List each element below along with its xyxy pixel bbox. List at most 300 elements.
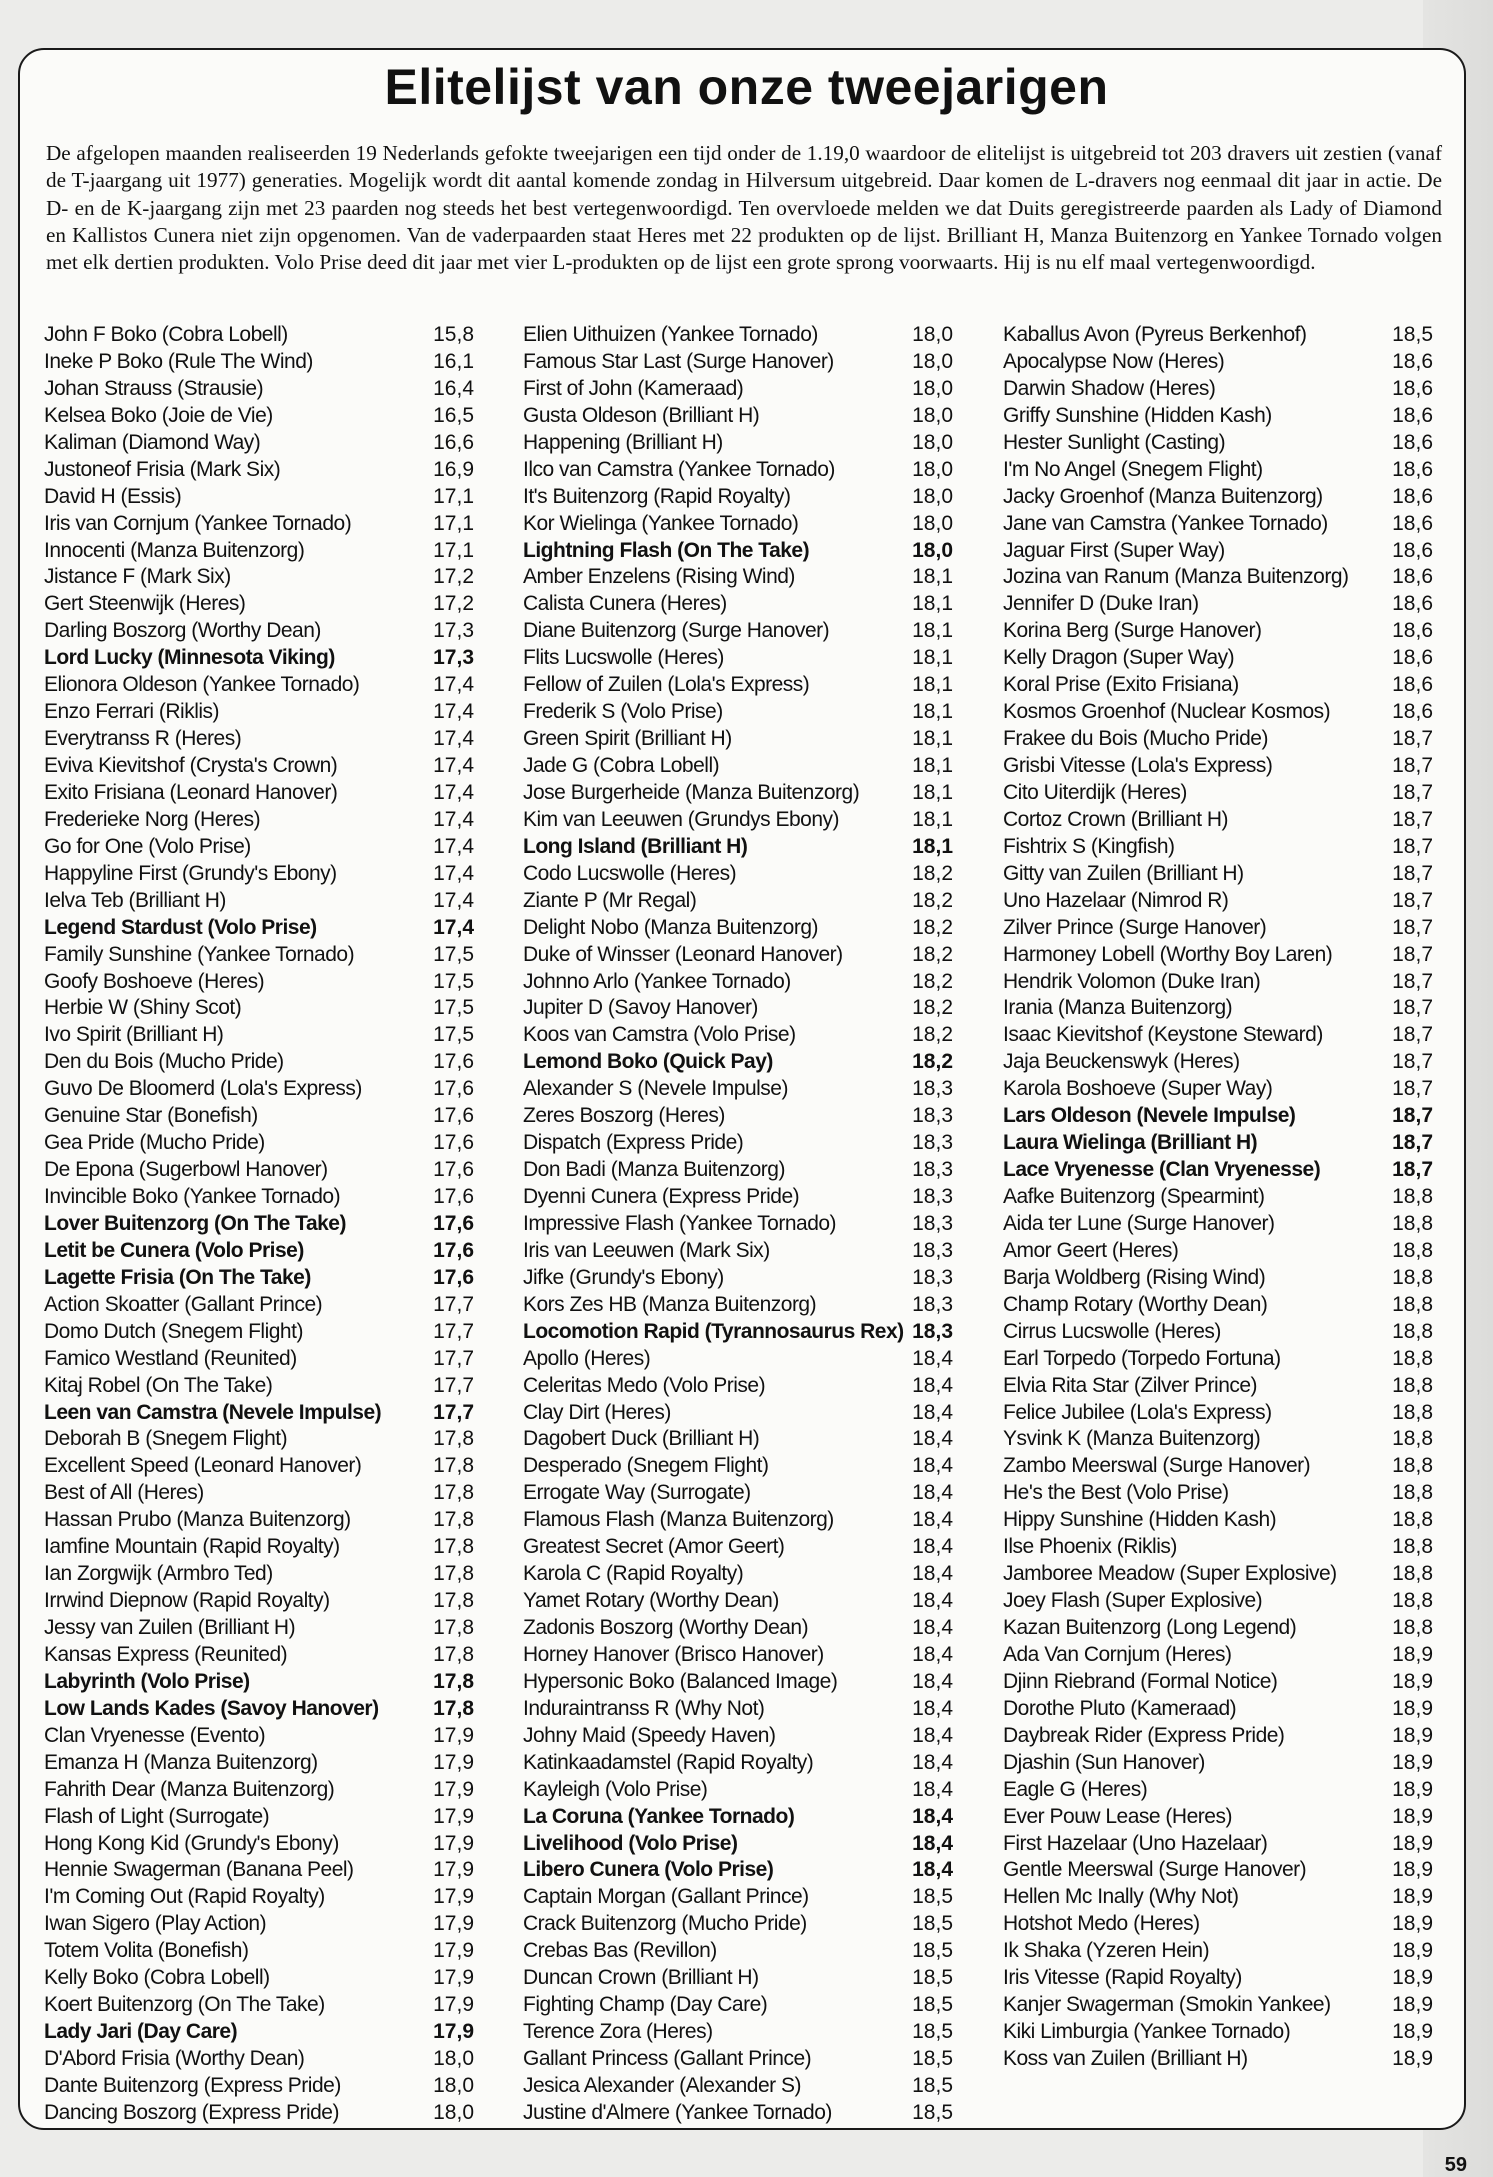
list-item [44,1723,474,1750]
record-time: 18,6 [1392,430,1433,454]
record-time: 18,4 [912,1750,953,1774]
horse-name: Uno Hazelaar (Nimrod R) [1003,888,1229,912]
horse-name: Clan Vryenesse (Evento) [44,1723,266,1747]
list-item [1003,1426,1433,1453]
horse-name: Jose Burgerheide (Manza Buitenzorg) [523,780,860,804]
horse-name: Jistance F (Mark Six) [44,565,231,589]
list-item [523,1103,953,1130]
horse-name: Jade G (Cobra Lobell) [523,754,720,777]
horse-name: Crack Buitenzorg (Mucho Pride) [523,1912,807,1936]
record-time: 18,7 [1392,942,1433,966]
list-column-3 [1003,322,1433,2073]
record-time: 17,6 [433,1265,474,1289]
horse-name: Errogate Way (Surrogate) [523,1481,751,1505]
horse-name: Korina Berg (Surge Hanover) [1003,619,1262,643]
record-time: 18,1 [912,754,953,777]
horse-name: Kelsea Boko (Joie de Vie) [44,403,273,427]
list-item [44,1211,474,1238]
list-item [523,376,953,403]
list-item [44,1265,474,1292]
list-item [44,1076,474,1103]
record-time: 16,4 [433,376,474,400]
list-item [44,2073,474,2100]
horse-name: Excellent Speed (Leonard Hanover) [44,1454,362,1478]
list-item [523,1750,953,1777]
list-item [1003,1588,1433,1615]
list-item [44,349,474,376]
list-item [44,672,474,699]
horse-name: Ian Zorgwijk (Armbro Ted) [44,1562,273,1586]
list-item [523,1507,953,1534]
list-item [523,1076,953,1103]
record-time: 18,2 [912,861,953,885]
horse-name: I'm Coming Out (Rapid Royalty) [44,1885,325,1909]
record-time: 17,7 [433,1373,474,1397]
list-item [1003,1373,1433,1400]
horse-name: Labyrinth (Volo Prise) [44,1669,250,1693]
list-item [523,1777,953,1804]
list-item [523,1965,953,1992]
record-time: 18,0 [912,430,953,454]
list-item [1003,1965,1433,1992]
record-time: 17,6 [433,1158,474,1182]
record-time: 17,6 [433,1238,474,1262]
list-item [523,834,953,861]
list-item [44,1130,474,1157]
record-time: 18,7 [1392,1023,1433,1047]
list-item [44,457,474,484]
list-item [523,1857,953,1884]
horse-name: Aida ter Lune (Surge Hanover) [1003,1211,1275,1235]
horse-name: Djashin (Sun Hanover) [1003,1750,1205,1774]
list-item [1003,1777,1433,1804]
list-item [44,1911,474,1938]
record-time: 18,6 [1392,538,1433,562]
horse-name: Leen van Camstra (Nevele Impulse) [44,1400,382,1424]
horse-name: Daybreak Rider (Express Pride) [1003,1723,1285,1747]
list-item [523,2046,953,2073]
list-item [1003,511,1433,538]
list-item [44,1507,474,1534]
list-item [523,942,953,969]
list-item [1003,753,1433,780]
horse-name: Duke of Winsser (Leonard Hanover) [523,942,843,966]
page-number: 59 [1444,2154,1467,2176]
record-time: 17,6 [433,1211,474,1235]
horse-name: Zadonis Boszorg (Worthy Dean) [523,1616,809,1639]
record-time: 17,9 [433,1858,474,1882]
horse-name: Dagobert Duck (Brilliant H) [523,1427,760,1451]
record-time: 18,1 [912,834,953,858]
horse-name: Kelly Boko (Cobra Lobell) [44,1966,270,1990]
record-time: 18,5 [912,1912,953,1936]
article-title: Elitelijst van onze tweejarigen [384,59,1109,115]
horse-name: Captain Morgan (Gallant Prince) [523,1885,809,1909]
horse-name: Dispatch (Express Pride) [523,1131,744,1155]
record-time: 17,9 [433,1723,474,1747]
horse-name: Fahrith Dear (Manza Buitenzorg) [44,1777,335,1801]
record-time: 18,8 [1392,1238,1433,1262]
record-time: 18,8 [1392,1589,1433,1613]
record-time: 18,9 [1392,2020,1433,2044]
horse-name: Kors Zes HB (Manza Buitenzorg) [523,1292,817,1316]
horse-name: Jaja Beuckenswyk (Heres) [1003,1050,1240,1074]
list-item [523,969,953,996]
horse-name: Gert Steenwijk (Heres) [44,592,246,616]
record-time: 18,8 [1392,1562,1433,1586]
horse-name: Delight Nobo (Manza Buitenzorg) [523,915,818,939]
record-time: 18,1 [912,780,953,804]
record-time: 17,6 [433,1131,474,1155]
record-time: 17,1 [433,511,474,535]
list-item [44,861,474,888]
record-time: 18,5 [912,1993,953,2017]
horse-name: Domo Dutch (Snegem Flight) [44,1319,303,1343]
record-time: 18,9 [1392,2047,1433,2070]
list-item [44,969,474,996]
record-time: 18,4 [912,1669,953,1693]
list-item [44,2100,474,2127]
record-time: 18,8 [1392,1185,1433,1208]
record-time: 18,9 [1392,1939,1433,1963]
record-time: 18,6 [1392,619,1433,643]
horse-name: Grisbi Vitesse (Lola's Express) [1003,754,1273,777]
list-item [44,807,474,834]
list-item [523,1723,953,1750]
record-time: 17,5 [433,942,474,966]
list-item [44,618,474,645]
record-time: 18,3 [912,1185,953,1208]
record-time: 17,4 [433,861,474,885]
record-time: 18,6 [1392,565,1433,589]
list-item [1003,538,1433,565]
list-item [1003,1831,1433,1858]
list-item [44,1669,474,1696]
record-time: 18,8 [1392,1346,1433,1370]
list-item [523,349,953,376]
record-time: 18,0 [912,323,953,346]
horse-name: Iwan Sigero (Play Action) [44,1912,267,1936]
record-time: 18,0 [912,376,953,400]
list-item [1003,1103,1433,1130]
list-item [1003,349,1433,376]
record-time: 18,8 [1392,1535,1433,1559]
horse-name: Amber Enzelens (Rising Wind) [523,565,795,589]
record-time: 17,8 [433,1696,474,1720]
list-item [44,780,474,807]
record-time: 17,1 [433,538,474,562]
record-time: 17,6 [433,1104,474,1128]
record-time: 18,9 [1392,1696,1433,1720]
horse-name: Lover Buitenzorg (On The Take) [44,1211,346,1235]
horse-name: Dorothe Pluto (Kameraad) [1003,1696,1237,1720]
list-item [1003,1669,1433,1696]
list-item [1003,807,1433,834]
horse-name: Jozina van Ranum (Manza Buitenzorg) [1003,565,1349,589]
list-item [1003,1211,1433,1238]
record-time: 17,5 [433,996,474,1020]
horse-name: Dancing Boszorg (Express Pride) [44,2100,339,2124]
record-time: 17,7 [433,1400,474,1424]
list-item [523,1130,953,1157]
record-time: 18,2 [912,969,953,993]
list-column-2 [523,322,953,2127]
record-time: 15,8 [433,323,474,346]
record-time: 17,9 [433,1885,474,1909]
record-time: 18,3 [912,1211,953,1235]
horse-name: Terence Zora (Heres) [523,2020,713,2044]
record-time: 18,6 [1392,673,1433,697]
list-item [523,484,953,511]
record-time: 18,3 [912,1238,953,1262]
horse-name: John F Boko (Cobra Lobell) [44,323,288,346]
horse-name: Elien Uithuizen (Yankee Tornado) [523,323,818,346]
record-time: 18,4 [912,1642,953,1666]
horse-name: Koos van Camstra (Volo Prise) [523,1023,796,1047]
horse-name: Kaballus Avon (Pyreus Berkenhof) [1003,323,1307,346]
list-item [523,645,953,672]
list-item [44,511,474,538]
list-item [1003,1992,1433,2019]
record-time: 17,9 [433,1831,474,1855]
list-item [44,322,474,349]
list-item [44,1292,474,1319]
record-time: 18,8 [1392,1427,1433,1451]
list-item [1003,376,1433,403]
list-item [1003,1130,1433,1157]
list-item [523,861,953,888]
list-item [44,1400,474,1427]
horse-name: Action Skoatter (Gallant Prince) [44,1292,323,1316]
list-item [1003,1400,1433,1427]
horse-name: Kanjer Swagerman (Smokin Yankee) [1003,1993,1331,2017]
horse-name: Lace Vryenesse (Clan Vryenesse) [1003,1158,1321,1182]
list-item [44,430,474,457]
list-item [1003,1615,1433,1642]
record-time: 18,8 [1392,1508,1433,1532]
list-item [523,1211,953,1238]
record-time: 18,0 [433,2047,474,2070]
list-item [523,538,953,565]
horse-name: Ada Van Cornjum (Heres) [1003,1642,1232,1666]
list-item [1003,1076,1433,1103]
list-item [1003,403,1433,430]
list-item [523,618,953,645]
list-item [44,1588,474,1615]
horse-name: Jane van Camstra (Yankee Tornado) [1003,511,1328,535]
list-item [523,888,953,915]
horse-name: Zeres Boszorg (Heres) [523,1104,725,1128]
list-item [1003,672,1433,699]
record-time: 18,4 [912,1427,953,1451]
horse-name: Alexander S (Nevele Impulse) [523,1077,788,1101]
record-time: 17,9 [433,1912,474,1936]
record-time: 17,8 [433,1508,474,1532]
record-time: 18,7 [1392,861,1433,885]
list-item [44,1426,474,1453]
list-item [523,2073,953,2100]
horse-name: Koss van Zuilen (Brilliant H) [1003,2047,1248,2070]
horse-name: Amor Geert (Heres) [1003,1238,1179,1262]
record-time: 18,4 [912,1858,953,1882]
horse-name: Kelly Dragon (Super Way) [1003,646,1235,670]
record-time: 18,0 [912,538,953,562]
horse-name: Joey Flash (Super Explosive) [1003,1589,1263,1613]
horse-name: Family Sunshine (Yankee Tornado) [44,942,355,966]
horse-name: Ever Pouw Lease (Heres) [1003,1804,1232,1828]
horse-name: Gusta Oldeson (Brilliant H) [523,403,760,427]
horse-name: Ziante P (Mr Regal) [523,888,697,912]
horse-name: Hendrik Volomon (Duke Iran) [1003,969,1261,993]
record-time: 17,3 [433,619,474,643]
list-item [44,376,474,403]
record-time: 18,5 [1392,323,1433,346]
horse-name: Koral Prise (Exito Frisiana) [1003,673,1239,697]
horse-name: Famico Westland (Reunited) [44,1346,297,1370]
record-time: 18,3 [912,1292,953,1316]
record-time: 18,2 [912,915,953,939]
record-time: 18,9 [1392,1642,1433,1666]
horse-name: Best of All (Heres) [44,1481,204,1505]
list-item [1003,726,1433,753]
horse-name: Enzo Ferrari (Riklis) [44,700,220,724]
horse-name: Flash of Light (Surrogate) [44,1804,270,1828]
list-item [44,1857,474,1884]
record-time: 18,1 [912,592,953,616]
list-item [44,484,474,511]
horse-name: First of John (Kameraad) [523,376,744,400]
list-item [44,645,474,672]
list-item [523,564,953,591]
list-item [523,322,953,349]
record-time: 18,7 [1392,1104,1433,1128]
horse-name: Codo Lucswolle (Heres) [523,861,737,885]
record-time: 18,5 [912,1966,953,1990]
record-time: 18,5 [912,1885,953,1909]
horse-name: Barja Woldberg (Rising Wind) [1003,1265,1266,1289]
list-item [1003,1561,1433,1588]
record-time: 18,4 [912,1481,953,1505]
horse-name: Kaliman (Diamond Way) [44,430,261,454]
record-time: 18,6 [1392,457,1433,481]
record-time: 18,7 [1392,1050,1433,1074]
list-item [1003,1346,1433,1373]
record-time: 17,9 [433,1993,474,2017]
list-item [1003,1723,1433,1750]
horse-name: Genuine Star (Bonefish) [44,1104,258,1128]
horse-name: Ysvink K (Manza Buitenzorg) [1003,1427,1261,1451]
horse-name: Apollo (Heres) [523,1346,651,1370]
list-item [523,672,953,699]
list-item [1003,888,1433,915]
horse-name: Kosmos Groenhof (Nuclear Kosmos) [1003,700,1331,724]
horse-name: Calista Cunera (Heres) [523,592,727,616]
record-time: 17,9 [433,1939,474,1963]
horse-name: Jacky Groenhof (Manza Buitenzorg) [1003,484,1323,508]
list-item [1003,780,1433,807]
list-item [523,1561,953,1588]
horse-name: Hippy Sunshine (Hidden Kash) [1003,1508,1277,1532]
record-time: 18,0 [912,484,953,508]
list-item [44,2019,474,2046]
list-item [523,591,953,618]
record-time: 18,8 [1392,1481,1433,1505]
list-item [1003,1804,1433,1831]
list-item [523,1938,953,1965]
intro-paragraph: De afgelopen maanden realiseerden 19 Nederlands gefokte tweejarigen een tijd onder de 1.19,0 waardoor de elitelijst is uitgebreid tot 203 dravers uit zestien (vanaf de T-jaargang uit 1977) generaties. Mogelijk wordt dit aantal komende zondag in Hilversum uitgebreid. Daar komen de L-dravers nog eenmaal dit jaar in actie. De D- en de K-jaargang zijn met 23 paarden nog steeds het best vertegenwoordigd. Ten overvloede melden we dat Duits geregistreerde paarden als Lady of Diamond en Kallistos Cunera niet zijn opgenomen. Van de vaderpaarden staat Heres met 22 produkten op de lijst. Brilliant H, Manza Buitenzorg en Yankee Tornado volgen met elk dertien produkten. Volo Prise deed dit jaar met vier L-produkten op de lijst een grote sprong voorwaarts. Hij is nu elf maal vertegenwoordigd. [46,141,1442,275]
record-time: 18,5 [912,2100,953,2124]
record-time: 17,2 [433,592,474,616]
horse-name: Kayleigh (Volo Prise) [523,1777,708,1801]
record-time: 17,8 [433,1562,474,1586]
record-time: 18,9 [1392,1804,1433,1828]
record-time: 17,4 [433,834,474,858]
horse-name: Ilco van Camstra (Yankee Tornado) [523,457,835,481]
horse-name: Flamous Flash (Manza Buitenzorg) [523,1508,834,1532]
list-item [44,942,474,969]
list-item [1003,1319,1433,1346]
horse-name: Jessy van Zuilen (Brilliant H) [44,1616,296,1639]
list-item [523,1157,953,1184]
horse-name: Karola Boshoeve (Super Way) [1003,1077,1273,1101]
horse-name: Fishtrix S (Kingfish) [1003,834,1175,858]
horse-name: Dante Buitenzorg (Express Pride) [44,2073,341,2097]
record-time: 17,4 [433,700,474,724]
horse-name: Exito Frisiana (Leonard Hanover) [44,780,338,804]
record-time: 18,7 [1392,1131,1433,1155]
list-item [1003,1238,1433,1265]
horse-name: Don Badi (Manza Buitenzorg) [523,1158,785,1182]
record-time: 18,8 [1392,1454,1433,1478]
horse-name: It's Buitenzorg (Rapid Royalty) [523,484,791,508]
record-time: 18,0 [912,511,953,535]
list-item [523,511,953,538]
list-item [523,1292,953,1319]
list-item [1003,1292,1433,1319]
record-time: 18,1 [912,619,953,643]
record-time: 18,0 [912,457,953,481]
list-item [44,995,474,1022]
record-time: 18,8 [1392,1265,1433,1289]
record-time: 17,2 [433,565,474,589]
list-item [1003,1857,1433,1884]
horse-name: Emanza H (Manza Buitenzorg) [44,1750,318,1774]
list-item [44,403,474,430]
record-time: 18,6 [1392,646,1433,670]
list-item [44,2046,474,2073]
record-time: 18,4 [912,1777,953,1801]
list-item [44,591,474,618]
record-time: 18,1 [912,807,953,831]
horse-name: Jupiter D (Savoy Hanover) [523,996,758,1020]
horse-name: Duncan Crown (Brilliant H) [523,1966,759,1990]
list-item [44,1696,474,1723]
horse-name: Jaguar First (Super Way) [1003,538,1225,562]
horse-name: Jifke (Grundy's Ebony) [523,1265,724,1289]
record-time: 18,2 [912,996,953,1020]
record-time: 18,5 [912,1939,953,1963]
record-time: 18,2 [912,888,953,912]
list-item [1003,1642,1433,1669]
list-item [523,1346,953,1373]
record-time: 17,9 [433,2020,474,2044]
list-item [1003,834,1433,861]
record-time: 18,5 [912,2020,953,2044]
horse-name: Diane Buitenzorg (Surge Hanover) [523,619,830,643]
list-item [44,1642,474,1669]
horse-name: Libero Cunera (Volo Prise) [523,1858,774,1882]
record-time: 18,0 [433,2100,474,2124]
